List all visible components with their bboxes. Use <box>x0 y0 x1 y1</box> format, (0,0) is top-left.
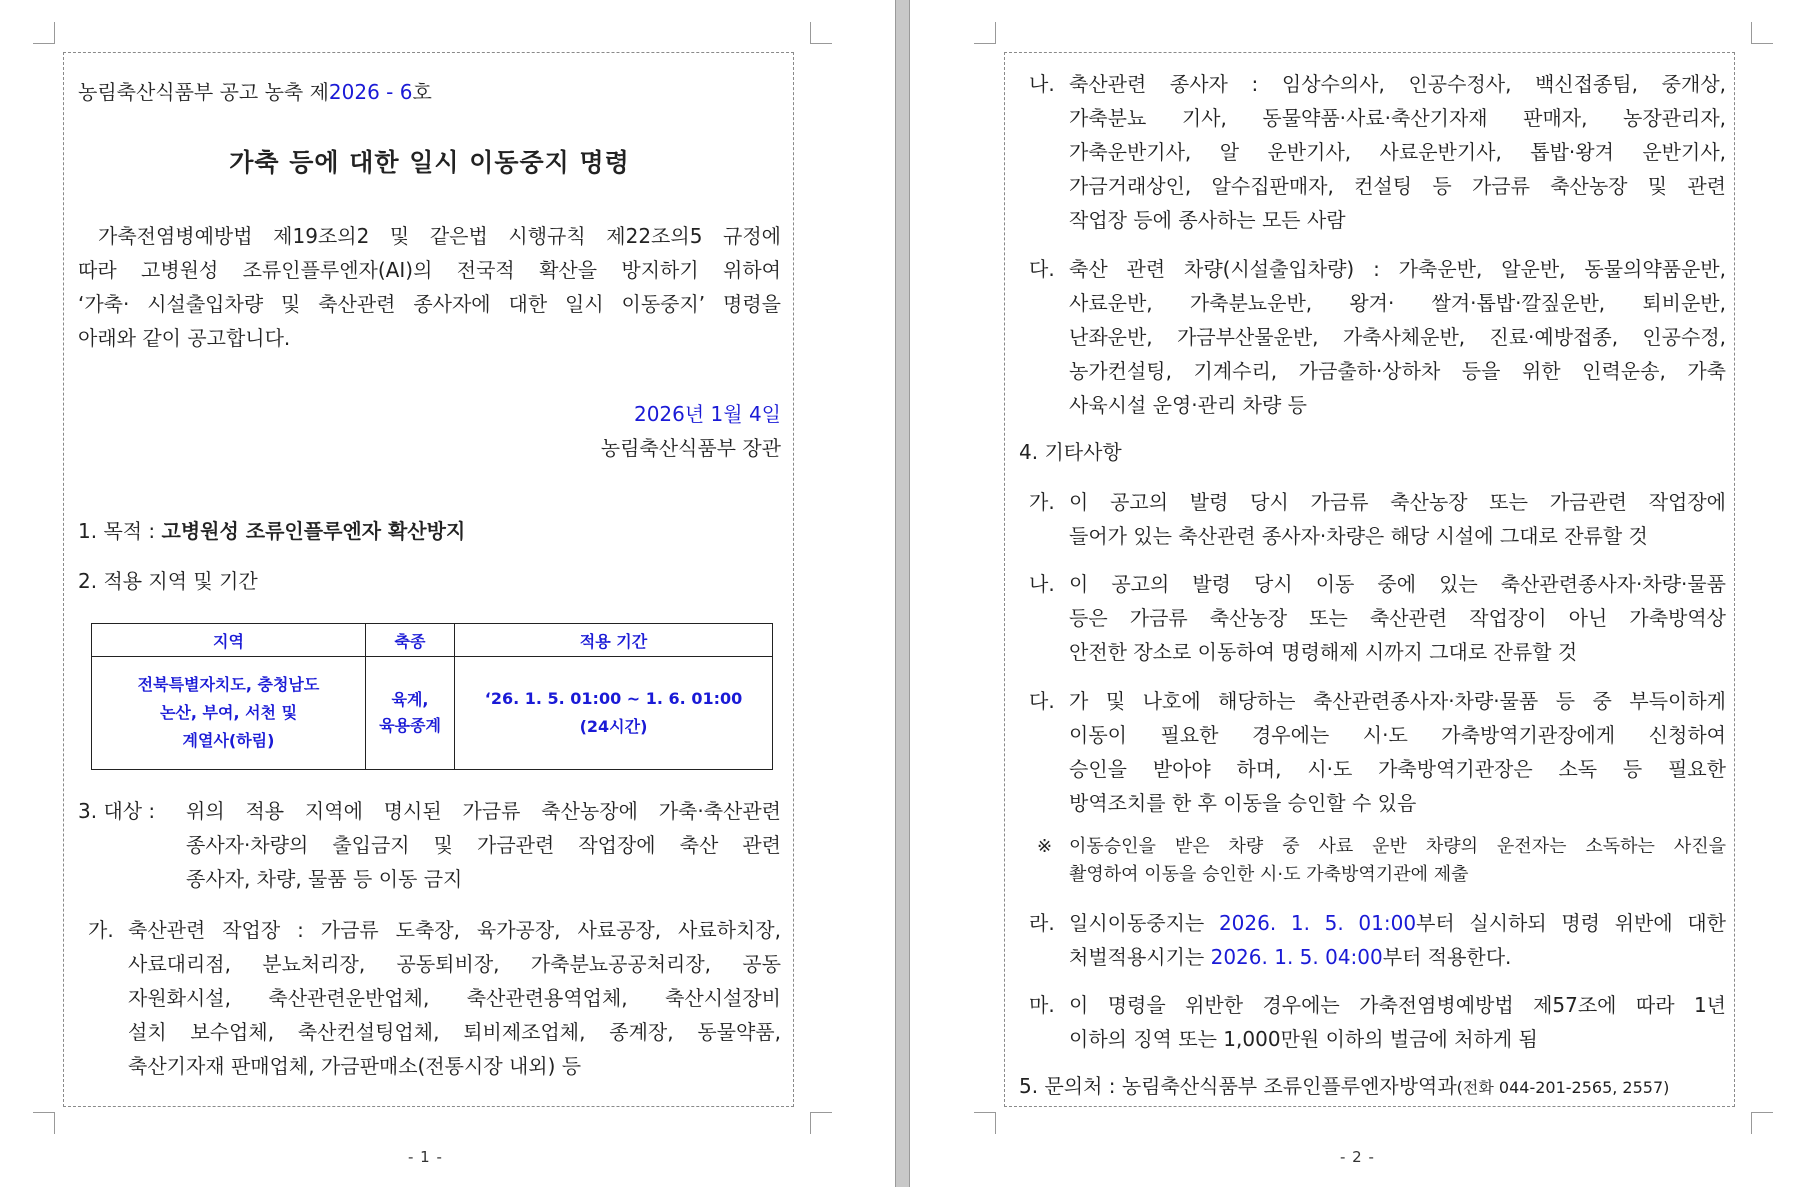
enforcement-text: 일시이동중지는 <box>1069 911 1219 935</box>
table-header-period: 적용 기간 <box>455 624 773 657</box>
document-title: 가축 등에 대한 일시 이동중지 명령 <box>229 148 630 177</box>
other-item-3-line: 승인을 받아야 하며, 시·도 가축방역기관장은 소독 등 필요한 <box>1069 757 1726 781</box>
crop-mark <box>33 1112 55 1134</box>
item-da-line: 축산 관련 차량(시설출입차량) : 가축운반, 알운반, 동물의약품운반, <box>1069 257 1726 281</box>
other-item-2-label: 나. <box>1029 572 1055 596</box>
other-item-1-label: 가. <box>1029 490 1055 514</box>
other-item-5-body <box>1069 988 1726 1056</box>
item-ga-line: 자원화시설, 축산관련운반업체, 축산관련용역업체, 축산시설장비 <box>128 986 781 1010</box>
item-ga-body <box>128 913 781 1083</box>
contact-phone: (전화 044-201-2565, 2557) <box>1456 1078 1670 1097</box>
notice-date: 2026년 1월 4일 <box>633 402 781 426</box>
note-body <box>1069 833 1726 889</box>
note-line: 이동승인을 받은 차량 중 사료 운반 차량의 운전자는 소독하는 사진을 <box>1069 836 1726 857</box>
other-item-3-line: 가 및 나호에 해당하는 축산관련종사자·차량·물품 등 중 부득이하게 <box>1069 689 1726 713</box>
notice-suffix: 호 <box>412 80 432 104</box>
other-item-4-line <box>1069 906 1726 940</box>
item-da-body <box>1069 252 1726 422</box>
table-header-species: 축종 <box>366 624 455 657</box>
item-ga-line: 축산기자재 판매업체, 가금판매소(전통시장 내외) 등 <box>128 1054 582 1078</box>
item-na-line: 작업장 등에 종사하는 모든 사람 <box>1069 208 1346 232</box>
item-na-line: 가금거래상인, 알수집판매자, 컨설팅 등 가금류 축산농장 및 관련 <box>1069 174 1726 198</box>
page-separator <box>895 0 910 1187</box>
other-item-3-body <box>1069 684 1726 820</box>
item-na-body <box>1069 67 1726 237</box>
crop-mark <box>1751 22 1773 44</box>
page-number-2: - 2 - <box>1340 1148 1375 1166</box>
suspension-start-time: 2026. 1. 5. 01:00 <box>1218 911 1417 935</box>
region-line: 논산, 부여, 서천 및 <box>159 703 298 722</box>
other-item-4-line <box>1069 940 1726 974</box>
species-line: 육용종계 <box>379 716 441 735</box>
crop-mark <box>810 1112 832 1134</box>
other-item-1-line: 들어가 있는 축산관련 종사자·차량은 해당 시설에 그대로 잔류할 것 <box>1069 524 1648 548</box>
other-item-3 <box>1029 684 1726 820</box>
region-line: 계열사(하림) <box>182 731 275 750</box>
table-row <box>92 657 773 770</box>
section-1-purpose <box>78 514 465 548</box>
period-line: (24시간) <box>579 717 648 736</box>
other-item-5-line: 이하의 징역 또는 1,000만원 이하의 벌금에 처하게 됨 <box>1069 1027 1538 1051</box>
other-item-5-label: 마. <box>1029 993 1055 1017</box>
region-line: 전북특별자치도, 충청남도 <box>137 675 320 694</box>
other-item-1 <box>1029 485 1726 553</box>
penalty-text: 부터 적용한다. <box>1382 945 1512 969</box>
section-2-heading: 2. 적용 지역 및 기간 <box>78 569 258 593</box>
other-item-2-line: 등은 가금류 축산농장 또는 축산관련 작업장이 아닌 가축방역상 <box>1069 606 1726 630</box>
other-item-4-label: 라. <box>1029 911 1055 935</box>
period-line: ‘26. 1. 5. 01:00 ~ 1. 6. 01:00 <box>484 689 743 708</box>
other-item-2-line: 안전한 장소로 이동하여 명령해제 시까지 그대로 잔류할 것 <box>1069 640 1578 664</box>
crop-mark <box>974 1112 996 1134</box>
table-cell-region <box>92 657 366 770</box>
enforcement-text: 부터 실시하되 명령 위반에 대한 <box>1416 911 1726 935</box>
section-3-line: 종사자, 차량, 물품 등 이동 금지 <box>186 867 463 891</box>
section-1-label: 1. 목적 : <box>78 519 156 543</box>
notice-number: 2026 - 6 <box>328 80 413 104</box>
other-item-5-line: 이 명령을 위반한 경우에는 가축전염병예방법 제57조에 따라 1년 <box>1069 993 1726 1017</box>
penalty-text: 처벌적용시기는 <box>1069 945 1211 969</box>
item-ga-line: 축산관련 작업장 : 가금류 도축장, 육가공장, 사료공장, 사료하치장, <box>128 918 781 942</box>
item-ga-label: 가. <box>88 918 114 942</box>
section-3-line: 종사자·차량의 출입금지 및 가금관련 작업장에 축산 관련 <box>186 833 781 857</box>
section-4-heading: 4. 기타사항 <box>1019 440 1122 464</box>
section-3-body <box>186 794 781 896</box>
species-line: 육계, <box>391 690 429 709</box>
item-na-line: 가축분뇨 기사, 동물약품·사료·축산기자재 판매자, 농장관리자, <box>1069 106 1726 130</box>
intro-line: ‘가축· 시설출입차량 및 축산관련 종사자에 대한 일시 이동중지’ 명령을 <box>78 292 781 316</box>
note-car-disinfection <box>1037 833 1726 893</box>
note-label: ※ <box>1037 836 1053 857</box>
page-number-1: - 1 - <box>408 1148 443 1166</box>
penalty-start-time: 2026. 1. 5. 04:00 <box>1210 945 1383 969</box>
region-period-table <box>91 623 773 770</box>
item-na-workers <box>1029 67 1726 237</box>
note-line: 촬영하여 이동을 승인한 시·도 가축방역기관에 제출 <box>1069 864 1469 885</box>
item-ga-line: 사료대리점, 분뇨처리장, 공동퇴비장, 가축분뇨공공처리장, 공동 <box>128 952 781 976</box>
section-3-line: 위의 적용 지역에 명시된 가금류 축산농장에 가축·축산관련 <box>186 799 781 823</box>
section-1-value: 고병원성 조류인플루엔자 확산방지 <box>161 519 466 543</box>
item-da-vehicles <box>1029 252 1726 422</box>
contact-department: 농림축산식품부 조류인플루엔자방역과 <box>1121 1074 1457 1098</box>
other-item-3-label: 다. <box>1029 689 1055 713</box>
table-cell-period <box>455 657 773 770</box>
table-cell-species <box>366 657 455 770</box>
other-item-2-body <box>1069 567 1726 669</box>
item-na-label: 나. <box>1029 72 1055 96</box>
item-ga-line: 설치 보수업체, 축산컨설팅업체, 퇴비제조업체, 종계장, 동물약품, <box>128 1020 781 1044</box>
other-item-3-line: 이동이 필요한 경우에는 시·도 가축방역기관장에게 신청하여 <box>1069 723 1726 747</box>
other-item-5 <box>1029 988 1726 1056</box>
section-3-targets <box>78 794 781 896</box>
table-header-region: 지역 <box>92 624 366 657</box>
other-item-3-line: 방역조치를 한 후 이동을 승인할 수 있음 <box>1069 791 1417 815</box>
document-page-1 <box>0 0 895 1187</box>
issuer: 농림축산식품부 장관 <box>600 436 781 460</box>
other-item-2 <box>1029 567 1726 669</box>
other-item-1-line: 이 공고의 발령 당시 가금류 축산농장 또는 가금관련 작업장에 <box>1069 490 1726 514</box>
crop-mark <box>1751 1112 1773 1134</box>
item-da-line: 사료운반, 가축분뇨운반, 왕겨· 쌀겨·톱밥·깔짚운반, 퇴비운반, <box>1069 291 1726 315</box>
section-5-label: 5. 문의처 : <box>1019 1074 1116 1098</box>
crop-mark <box>810 22 832 44</box>
other-item-2-line: 이 공고의 발령 당시 이동 중에 있는 축산관련종사자·차량·물품 <box>1069 572 1726 596</box>
other-item-1-body <box>1069 485 1726 553</box>
other-item-4-body <box>1069 906 1726 974</box>
item-da-line: 사육시설 운영·관리 차량 등 <box>1069 393 1307 417</box>
other-item-4 <box>1029 906 1726 974</box>
item-da-line: 농가컨설팅, 기계수리, 가금출하·상하차 등을 위한 인력운송, 가축 <box>1069 359 1726 383</box>
intro-paragraph <box>78 219 781 355</box>
intro-line: 아래와 같이 공고합니다. <box>78 326 291 350</box>
item-da-line: 난좌운반, 가금부산물운반, 가축사체운반, 진료·예방접종, 인공수정, <box>1069 325 1726 349</box>
table-header-row <box>92 624 773 657</box>
notice-prefix: 농림축산식품부 공고 농축 제 <box>78 80 329 104</box>
intro-line: 따라 고병원성 조류인플루엔자(AI)의 전국적 확산을 방지하기 위하여 <box>78 258 781 282</box>
document-page-2 <box>910 0 1805 1187</box>
section-5-contact <box>1019 1069 1669 1105</box>
intro-line: 가축전염병예방법 제19조의2 및 같은법 시행규칙 제22조의5 규정에 <box>98 224 781 248</box>
crop-mark <box>974 22 996 44</box>
item-da-label: 다. <box>1029 257 1055 281</box>
item-na-line: 축산관련 종사자 : 임상수의사, 인공수정사, 백신접종팀, 중개상, <box>1069 72 1726 96</box>
crop-mark <box>33 22 55 44</box>
notice-number-line <box>78 75 432 109</box>
item-ga-workplaces <box>88 913 781 1083</box>
section-3-label: 3. 대상 : <box>78 799 156 823</box>
item-na-line: 가축운반기사, 알 운반기사, 사료운반기사, 톱밥·왕겨 운반기사, <box>1069 140 1726 164</box>
